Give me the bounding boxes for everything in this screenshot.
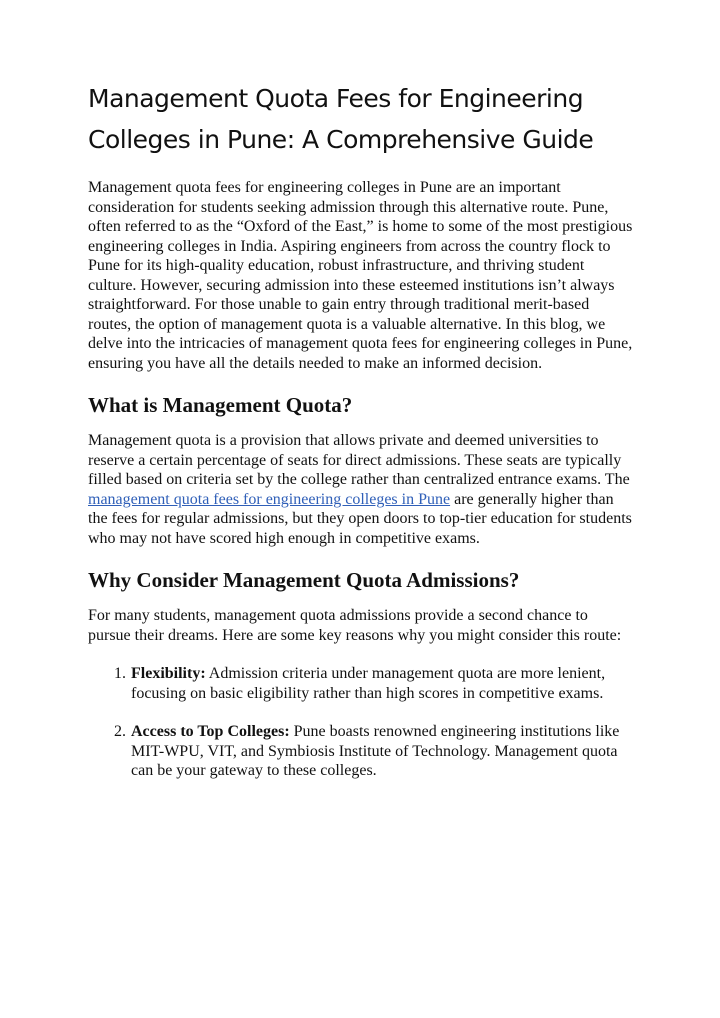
management-quota-fees-link[interactable]: management quota fees for engineering colleges in Pune — [88, 490, 451, 508]
list-item-label: Access to Top Colleges: — [131, 723, 290, 740]
section-what-is-paragraph — [88, 431, 633, 548]
list-item-label: Flexibility: — [131, 665, 206, 682]
section-heading-why-consider: Why Consider Management Quota Admissions? — [88, 568, 520, 592]
list-item-text: Pune boasts renowned engineering institutions like MIT-WPU, VIT, and Symbiosis Institute of Technology. Management quota can be your gateway to these colleges. — [131, 723, 620, 779]
section-why-consider-intro: For many students, management quota admissions provide a second chance to pursue their dreams. Here are some key reasons why you might consider this route: — [88, 607, 622, 644]
paragraph-text-before-link: Management quota is a provision that allows private and deemed universities to reserve a certain percentage of seats for direct admissions. These seats are typically filled based on criteria set by the college rather than centralized entrance exams. The — [88, 432, 630, 488]
title-line-2: Colleges in Pune: A Comprehensive Guide — [88, 125, 594, 154]
document-page — [88, 78, 633, 800]
intro-paragraph: Management quota fees for engineering colleges in Pune are an important consideration for students seeking admission through this alternative route. Pune, often referred to as the “Oxford of the East,” is home to some of the most prestigious engineering colleges in India. Aspiring engineers from across the country flock to Pune for its high-quality education, robust infrastructure, and thriving student culture. However, securing admission into these esteemed institutions isn’t always straightforward. For those unable to gain entry through traditional merit-based routes, the option of management quota is a valuable alternative. In this blog, we delve into the intricacies of management quota fees for engineering colleges in Pune, ensuring you have all the details needed to make an informed decision. — [88, 179, 633, 372]
document-title — [88, 78, 633, 160]
list-item — [130, 722, 633, 781]
title-line-1: Management Quota Fees for Engineering — [88, 84, 584, 113]
paragraph-text-after-link: are generally higher than the fees for regular admissions, but they open doors to top-tier education for students who may not have scored high enough in competitive exams. — [88, 490, 632, 547]
section-heading-what-is: What is Management Quota? — [88, 393, 353, 417]
list-item — [130, 664, 633, 703]
list-item-text: Admission criteria under management quota are more lenient, focusing on basic eligibility rather than high scores in competitive exams. — [131, 665, 606, 702]
reasons-list — [88, 664, 633, 781]
